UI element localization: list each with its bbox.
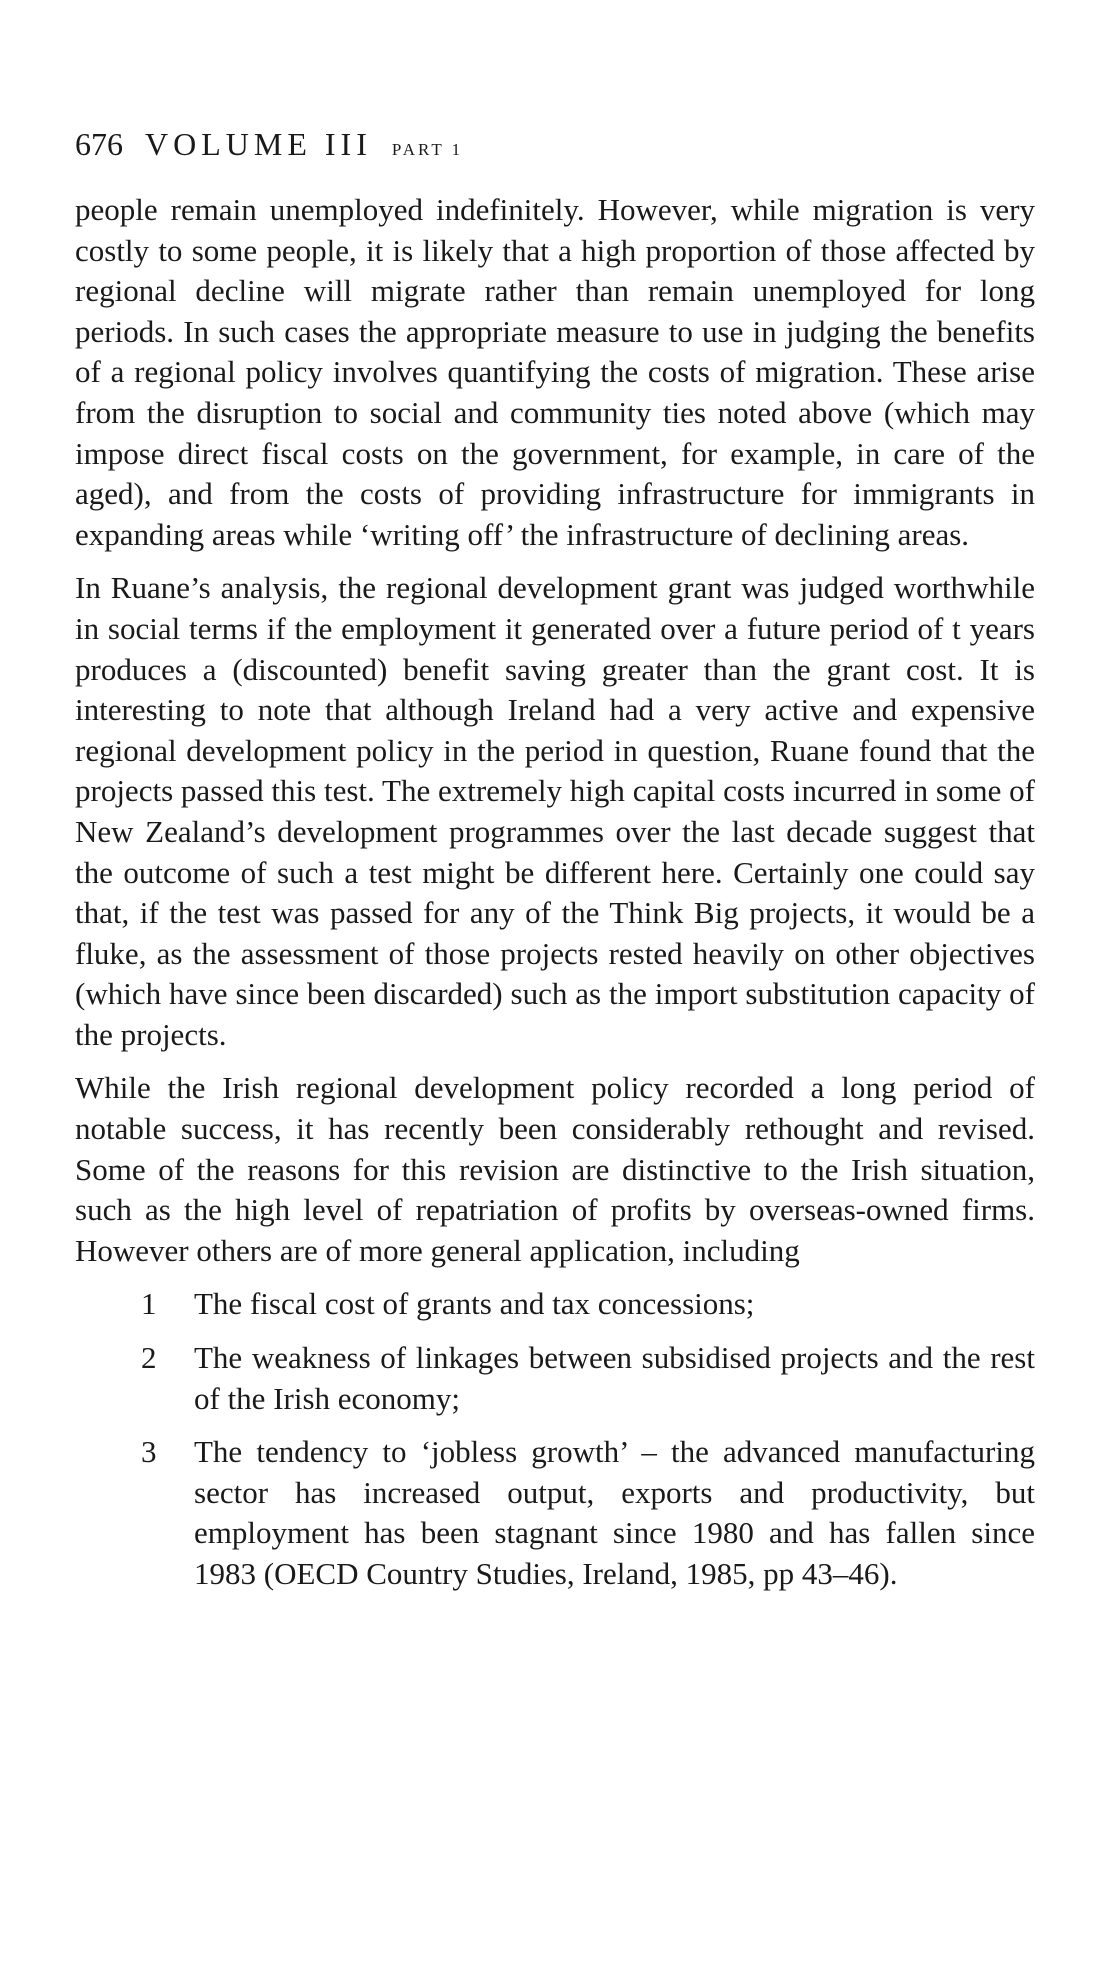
- page-number: 676: [75, 126, 123, 162]
- list-item-number: 2: [141, 1340, 157, 1376]
- running-header: [75, 126, 463, 163]
- paragraph-continued: people remain unemployed indefinitely. However, while migration is very costly to some people, it is likely that a high proportion of those affected by regional decline will migrate rather than remain unemployed for long periods. In such cases the appropriate measure to use in judging the benefits of a regional policy involves quantifying the costs of migration. These arise from the disruption to social and community ties noted above (which may impose direct fiscal costs on the government, for example, in care of the aged), and from the costs of providing infrastructure for immigrants in expanding areas while ‘writing off’ the infrastructure of declining areas.: [75, 192, 1035, 552]
- list-item-number: 3: [141, 1434, 157, 1470]
- list-item-text: The weakness of linkages between subsidised projects and the rest of the Irish economy;: [194, 1340, 1035, 1416]
- body-text: [75, 190, 1035, 1608]
- list-item-text: The fiscal cost of grants and tax concessions;: [194, 1286, 755, 1322]
- list-item-text: The tendency to ‘jobless growth’ – the advanced manufacturing sector has increased output, exports and productivity, but employment has been stagnant since 1980 and has fallen since 1983 (OECD Country Studies, Ireland, 1985, pp 43–46).: [194, 1434, 1035, 1591]
- volume-label: VOLUME III: [145, 126, 372, 162]
- list-item: [75, 1338, 1035, 1419]
- part-label: PART 1: [391, 140, 464, 159]
- list-item-number: 1: [141, 1286, 157, 1322]
- paragraph-irish-policy: While the Irish regional development policy recorded a long period of notable success, it has recently been considerably rethought and revised. Some of the reasons for this revision are distinctive to the Irish situation, such as the high level of repatriation of profits by overseas-owned firms. However others are of more general application, including: [75, 1070, 1035, 1268]
- paragraph-ruane-analysis: In Ruane’s analysis, the regional development grant was judged worthwhile in social terms if the employment it generated over a future period of t years produces a (discounted) benefit saving greater than the grant cost. It is interesting to note that although Ireland had a very active and expensive regional development policy in the period in question, Ruane found that the projects passed this test. The extremely high capital costs incurred in some of New Zealand’s development programmes over the last decade suggest that the outcome of such a test might be different here. Certainly one could say that, if the test was passed for any of the Think Big projects, it would be a fluke, as the assessment of those projects rested heavily on other objectives (which have since been discarded) such as the import substitution capacity of the projects.: [75, 570, 1035, 1052]
- list-item: [75, 1432, 1035, 1594]
- numbered-list: [75, 1284, 1035, 1594]
- list-item: [75, 1284, 1035, 1325]
